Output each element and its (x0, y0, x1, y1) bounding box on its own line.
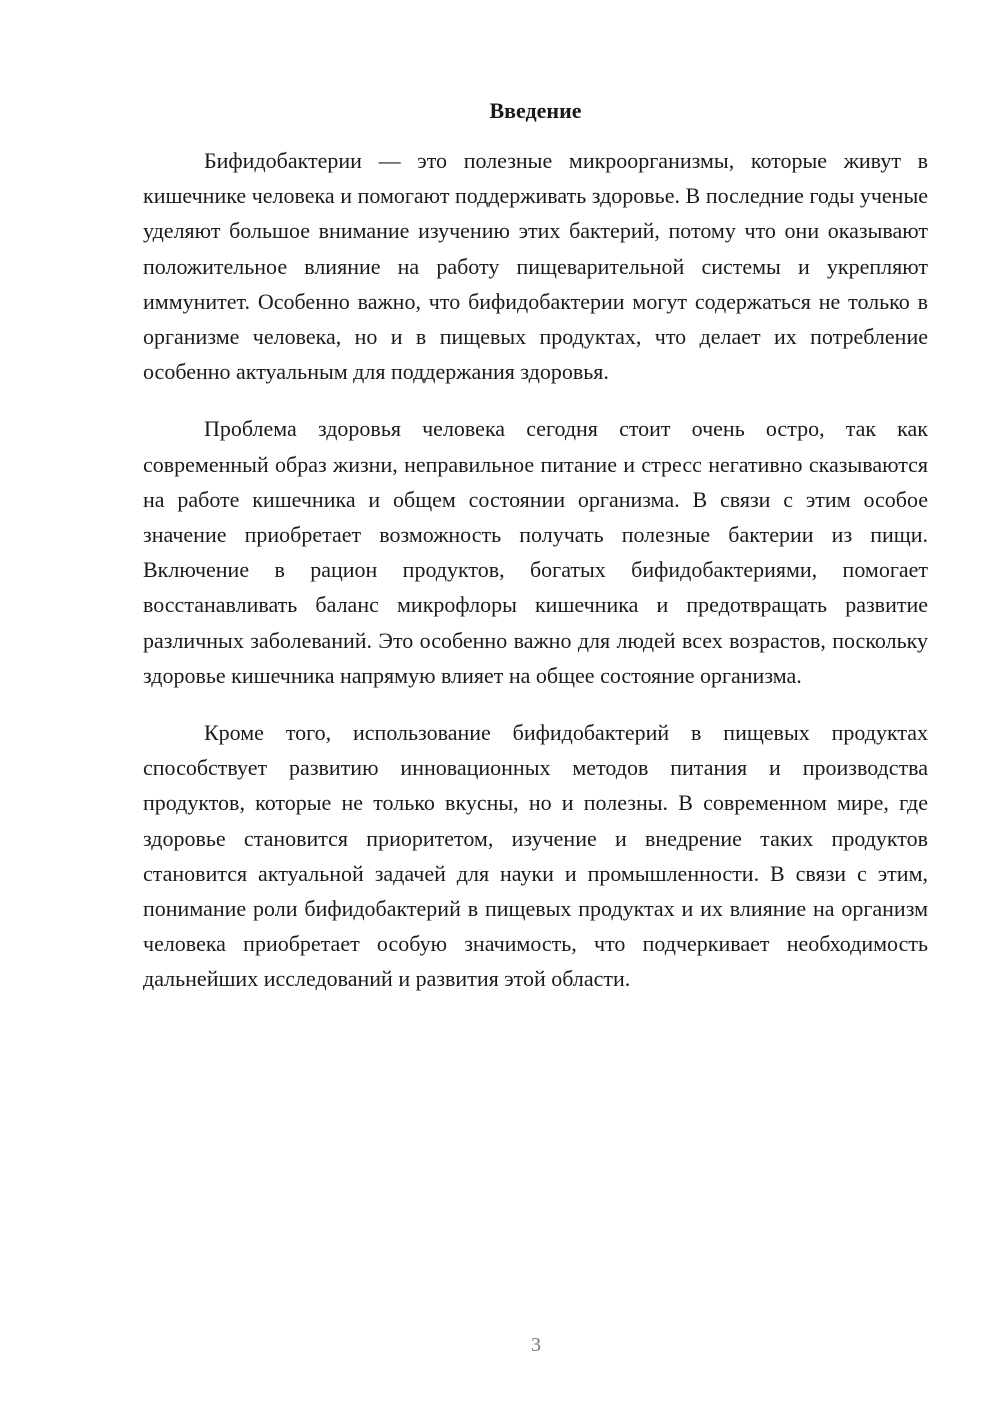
body-text (143, 143, 928, 1019)
page-number: 3 (531, 1334, 541, 1356)
page-title: Введение (489, 98, 582, 123)
paragraph-2: Проблема здоровья человека сегодня стоит очень остро, так как современный образ жизни, неправильное питание и стресс негативно сказываются на работе кишечника и общем состоянии организма. В связи с этим особое значение приобретает возможность получать полезные бактерии из пищи. Включение в рацион продуктов, богатых бифидобактериями, помогает восстанавливать баланс микрофлоры кишечника и предотвращать развитие различных заболеваний. Это особенно важно для людей всех возрастов, поскольку здоровье кишечника напрямую влияет на общее состояние организма. (143, 416, 928, 688)
paragraph-3: Кроме того, использование бифидобактерий в пищевых продуктах способствует развитию инновационных методов питания и производства продуктов, которые не только вкусны, но и полезны. В современном мире, где здоровье становится приоритетом, изучение и внедрение таких продуктов становится актуальной задачей для науки и промышленности. В связи с этим, понимание роли бифидобактерий в пищевых продуктах и их влияние на организм человека приобретает особую значимость, что подчеркивает необходимость дальнейших исследований и развития этой области. (143, 720, 928, 992)
paragraph-1: Бифидобактерии — это полезные микроорганизмы, которые живут в кишечнике человека и помогают поддерживать здоровье. В последние годы ученые уделяют большое внимание изучению этих бактерий, потому что они оказывают положительное влияние на работу пищеварительной системы и укрепляют иммунитет. Особенно важно, что бифидобактерии могут содержаться не только в организме человека, но и в пищевых продуктах, что делает их потребление особенно актуальным для поддержания здоровья. (143, 148, 928, 385)
